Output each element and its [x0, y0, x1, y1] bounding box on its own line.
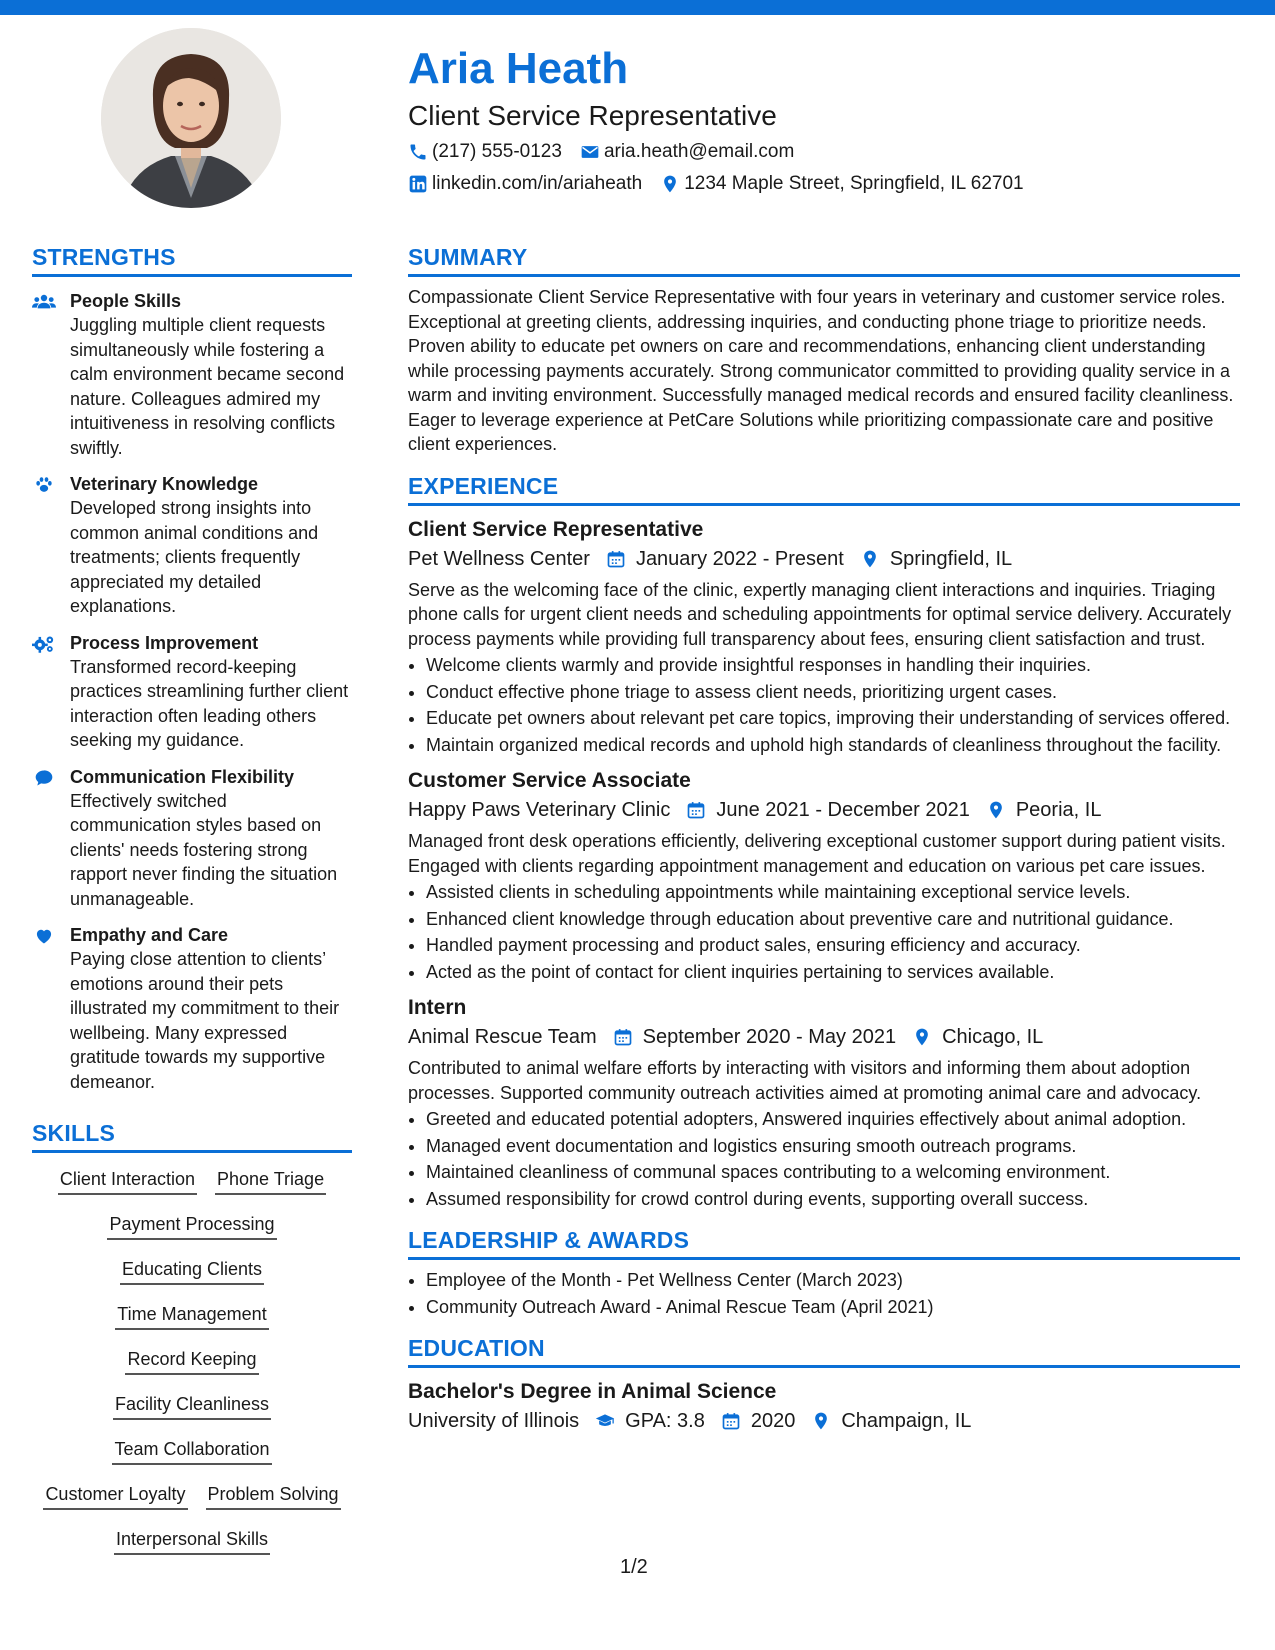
candidate-role: Client Service Representative [408, 100, 777, 131]
graduation-cap-icon [595, 1411, 615, 1431]
gears-icon [32, 634, 70, 654]
skill-tag: Payment Processing [107, 1212, 276, 1240]
education-location: Champaign, IL [841, 1410, 972, 1432]
job-meta [408, 544, 1240, 574]
phone-icon [408, 142, 428, 162]
summary-heading: SUMMARY [408, 242, 1240, 277]
strengths-heading: STRENGTHS [32, 242, 352, 277]
list-item: • Handled payment processing and product sales, ensuring efficiency and accuracy. [426, 933, 1240, 958]
portrait-illustration [101, 28, 281, 208]
heart-icon [32, 926, 70, 946]
top-accent-bar [0, 0, 1275, 15]
skill-tag: Record Keeping [125, 1347, 258, 1375]
experience-heading: EXPERIENCE [408, 471, 1240, 506]
awards-list [408, 1268, 1240, 1319]
job-title: Intern [408, 996, 467, 1019]
profile-photo [101, 28, 281, 208]
address-contact [660, 168, 1023, 200]
job-meta [408, 795, 1240, 825]
strength-item [32, 631, 352, 753]
list-item: • Community Outreach Award - Animal Rescue Team (April 2021) [426, 1295, 1240, 1320]
job-meta [408, 1022, 1240, 1052]
education-gpa: GPA: 3.8 [625, 1410, 705, 1432]
job-bullets [408, 1107, 1240, 1211]
contact-row-1 [408, 136, 1238, 168]
education-degree: Bachelor's Degree in Animal Science [408, 1380, 777, 1403]
strength-title: People Skills [70, 291, 182, 311]
strength-title: Process Improvement [70, 632, 259, 653]
list-item: • Educate pet owners about relevant pet care topics, improving their understanding of services offered. [426, 706, 1240, 731]
job-bullets [408, 653, 1240, 757]
strength-desc: Transformed record-keeping practices streamlining further client interaction often leading others seeking my guidance. [70, 656, 349, 750]
job-location: Chicago, IL [942, 1026, 1044, 1048]
people-icon [32, 292, 70, 312]
job-description: Contributed to animal welfare efforts by interacting with visitors and informing them about adoption processes. Supported community outreach activities aimed at promoting animal care and advocacy. [408, 1058, 1202, 1103]
list-item: • Maintained cleanliness of communal spaces contributing to a welcoming environment. [426, 1160, 1240, 1185]
skill-tag: Client Interaction [58, 1167, 197, 1195]
job-description: Serve as the welcoming face of the clinic, expertly managing client interactions and inquiries. Triaging phone calls for urgent client needs and scheduling appointments for optimal service delivery. Accurately process payments while providing full transparency about fees, ensuring client satisfaction and trust. [408, 579, 1232, 649]
calendar-icon [606, 549, 626, 569]
strength-desc: Developed strong insights into common animal conditions and treatments; clients frequently appreciated my detailed explanations. [70, 498, 319, 616]
education-year: 2020 [750, 1410, 796, 1432]
location-pin-icon [986, 800, 1006, 820]
summary-text: Compassionate Client Service Representative with four years in veterinary and customer service roles. Exceptional at greeting clients, addressing inquiries, and conducting phone triage to prioritize needs. Proven ability to educate pet owners on care and recommendations, enhancing client understanding while processing payments accurately. Strong communicator committed to providing quality service in a warm and inviting environment. Successfully managed medical records and ensured facility cleanliness. Eager to leverage experience at PetCare Solutions while prioritizing compassionate care and positive client experiences. [408, 287, 1234, 454]
skills-heading: SKILLS [32, 1118, 352, 1153]
list-item: • Assumed responsibility for crowd control during events, supporting overall success. [426, 1187, 1240, 1212]
strength-item [32, 472, 352, 619]
paw-icon [32, 475, 70, 495]
job-company: Animal Rescue Team [408, 1026, 597, 1048]
skills-list [32, 1167, 352, 1555]
chat-bubble-icon [32, 768, 70, 788]
calendar-icon [721, 1411, 741, 1431]
strength-title: Communication Flexibility [70, 766, 295, 787]
skill-tag: Time Management [115, 1302, 268, 1330]
linkedin-text: linkedin.com/in/ariaheath [432, 173, 643, 194]
list-item: • Enhanced client knowledge through education about preventive care and nutritional guidance. [426, 907, 1240, 932]
page-number: 1/2 [620, 1556, 648, 1578]
location-pin-icon [912, 1027, 932, 1047]
strength-desc: Effectively switched communication styles based on clients' needs fostering strong rapport never finding the situation unmanageable. [70, 790, 338, 909]
education-heading: EDUCATION [408, 1333, 1240, 1368]
job-dates: January 2022 - Present [635, 547, 844, 570]
job-title: Customer Service Associate [408, 769, 691, 792]
right-column [408, 242, 1240, 1436]
job-dates: June 2021 - December 2021 [716, 799, 970, 821]
location-pin-icon [811, 1411, 831, 1431]
job-location: Springfield, IL [889, 547, 1013, 570]
list-item: • Greeted and educated potential adopters, Answered inquiries effectively about animal adoption. [426, 1107, 1240, 1132]
job-company: Pet Wellness Center [408, 547, 590, 570]
resume-header [408, 40, 1238, 200]
strength-item [32, 765, 352, 912]
phone-text: (217) 555-0123 [432, 141, 562, 162]
skill-tag: Problem Solving [206, 1482, 341, 1510]
phone-contact[interactable] [408, 136, 562, 168]
contact-row-2 [408, 168, 1238, 200]
linkedin-contact[interactable] [408, 168, 642, 200]
left-column [32, 242, 352, 1572]
email-contact[interactable] [580, 136, 794, 168]
candidate-name: Aria Heath [408, 44, 629, 93]
location-pin-icon [860, 549, 880, 569]
job-entry [408, 516, 1240, 758]
list-item: • Employee of the Month - Pet Wellness Center (March 2023) [426, 1268, 1240, 1293]
job-description: Managed front desk operations efficiently, delivering exceptional customer support during patient visits. Engaged with clients regarding appointment management and education on various pet care issues. [408, 831, 1226, 876]
strength-item [32, 289, 352, 460]
strength-title: Empathy and Care [70, 925, 229, 945]
strength-desc: Paying close attention to clients’ emotions around their pets illustrated my commitment to their wellbeing. Many expressed gratitude towards my supportive demeanor. [70, 949, 340, 1092]
skill-tag: Phone Triage [215, 1167, 326, 1195]
skill-tag: Educating Clients [120, 1257, 264, 1285]
strength-item [32, 923, 352, 1094]
education-school: University of Illinois [408, 1410, 580, 1432]
calendar-icon [613, 1027, 633, 1047]
envelope-icon [580, 142, 600, 162]
skill-tag: Interpersonal Skills [114, 1527, 270, 1555]
job-location: Peoria, IL [1015, 799, 1102, 821]
email-text: aria.heath@email.com [603, 141, 795, 162]
list-item: • Conduct effective phone triage to assess client needs, prioritizing urgent cases. [426, 680, 1240, 705]
list-item: • Managed event documentation and logistics ensuring smooth outreach programs. [426, 1134, 1240, 1159]
job-dates: September 2020 - May 2021 [642, 1026, 897, 1048]
job-company: Happy Paws Veterinary Clinic [408, 799, 671, 821]
skill-tag: Customer Loyalty [43, 1482, 187, 1510]
location-pin-icon [660, 174, 680, 194]
list-item: • Acted as the point of contact for client inquiries pertaining to services available. [426, 960, 1240, 985]
address-text: 1234 Maple Street, Springfield, IL 62701 [684, 173, 1024, 194]
job-bullets [408, 880, 1240, 984]
skill-tag: Facility Cleanliness [113, 1392, 271, 1420]
list-item: • Maintain organized medical records and uphold high standards of cleanliness throughout the facility. [426, 733, 1240, 758]
list-item: • Assisted clients in scheduling appointments while maintaining exceptional service levels. [426, 880, 1240, 905]
awards-heading: LEADERSHIP & AWARDS [408, 1225, 1240, 1260]
calendar-icon [686, 800, 706, 820]
education-meta [408, 1406, 1240, 1436]
job-entry [408, 994, 1240, 1211]
strength-title: Veterinary Knowledge [70, 474, 259, 494]
job-entry [408, 767, 1240, 984]
skill-tag: Team Collaboration [112, 1437, 271, 1465]
list-item: • Welcome clients warmly and provide insightful responses in handling their inquiries. [426, 653, 1240, 678]
linkedin-icon [408, 174, 428, 194]
strength-desc: Juggling multiple client requests simultaneously while fostering a calm environment became second nature. Colleagues admired my intuitiveness in resolving conflicts swiftly. [70, 315, 345, 458]
job-title: Client Service Representative [408, 517, 704, 541]
